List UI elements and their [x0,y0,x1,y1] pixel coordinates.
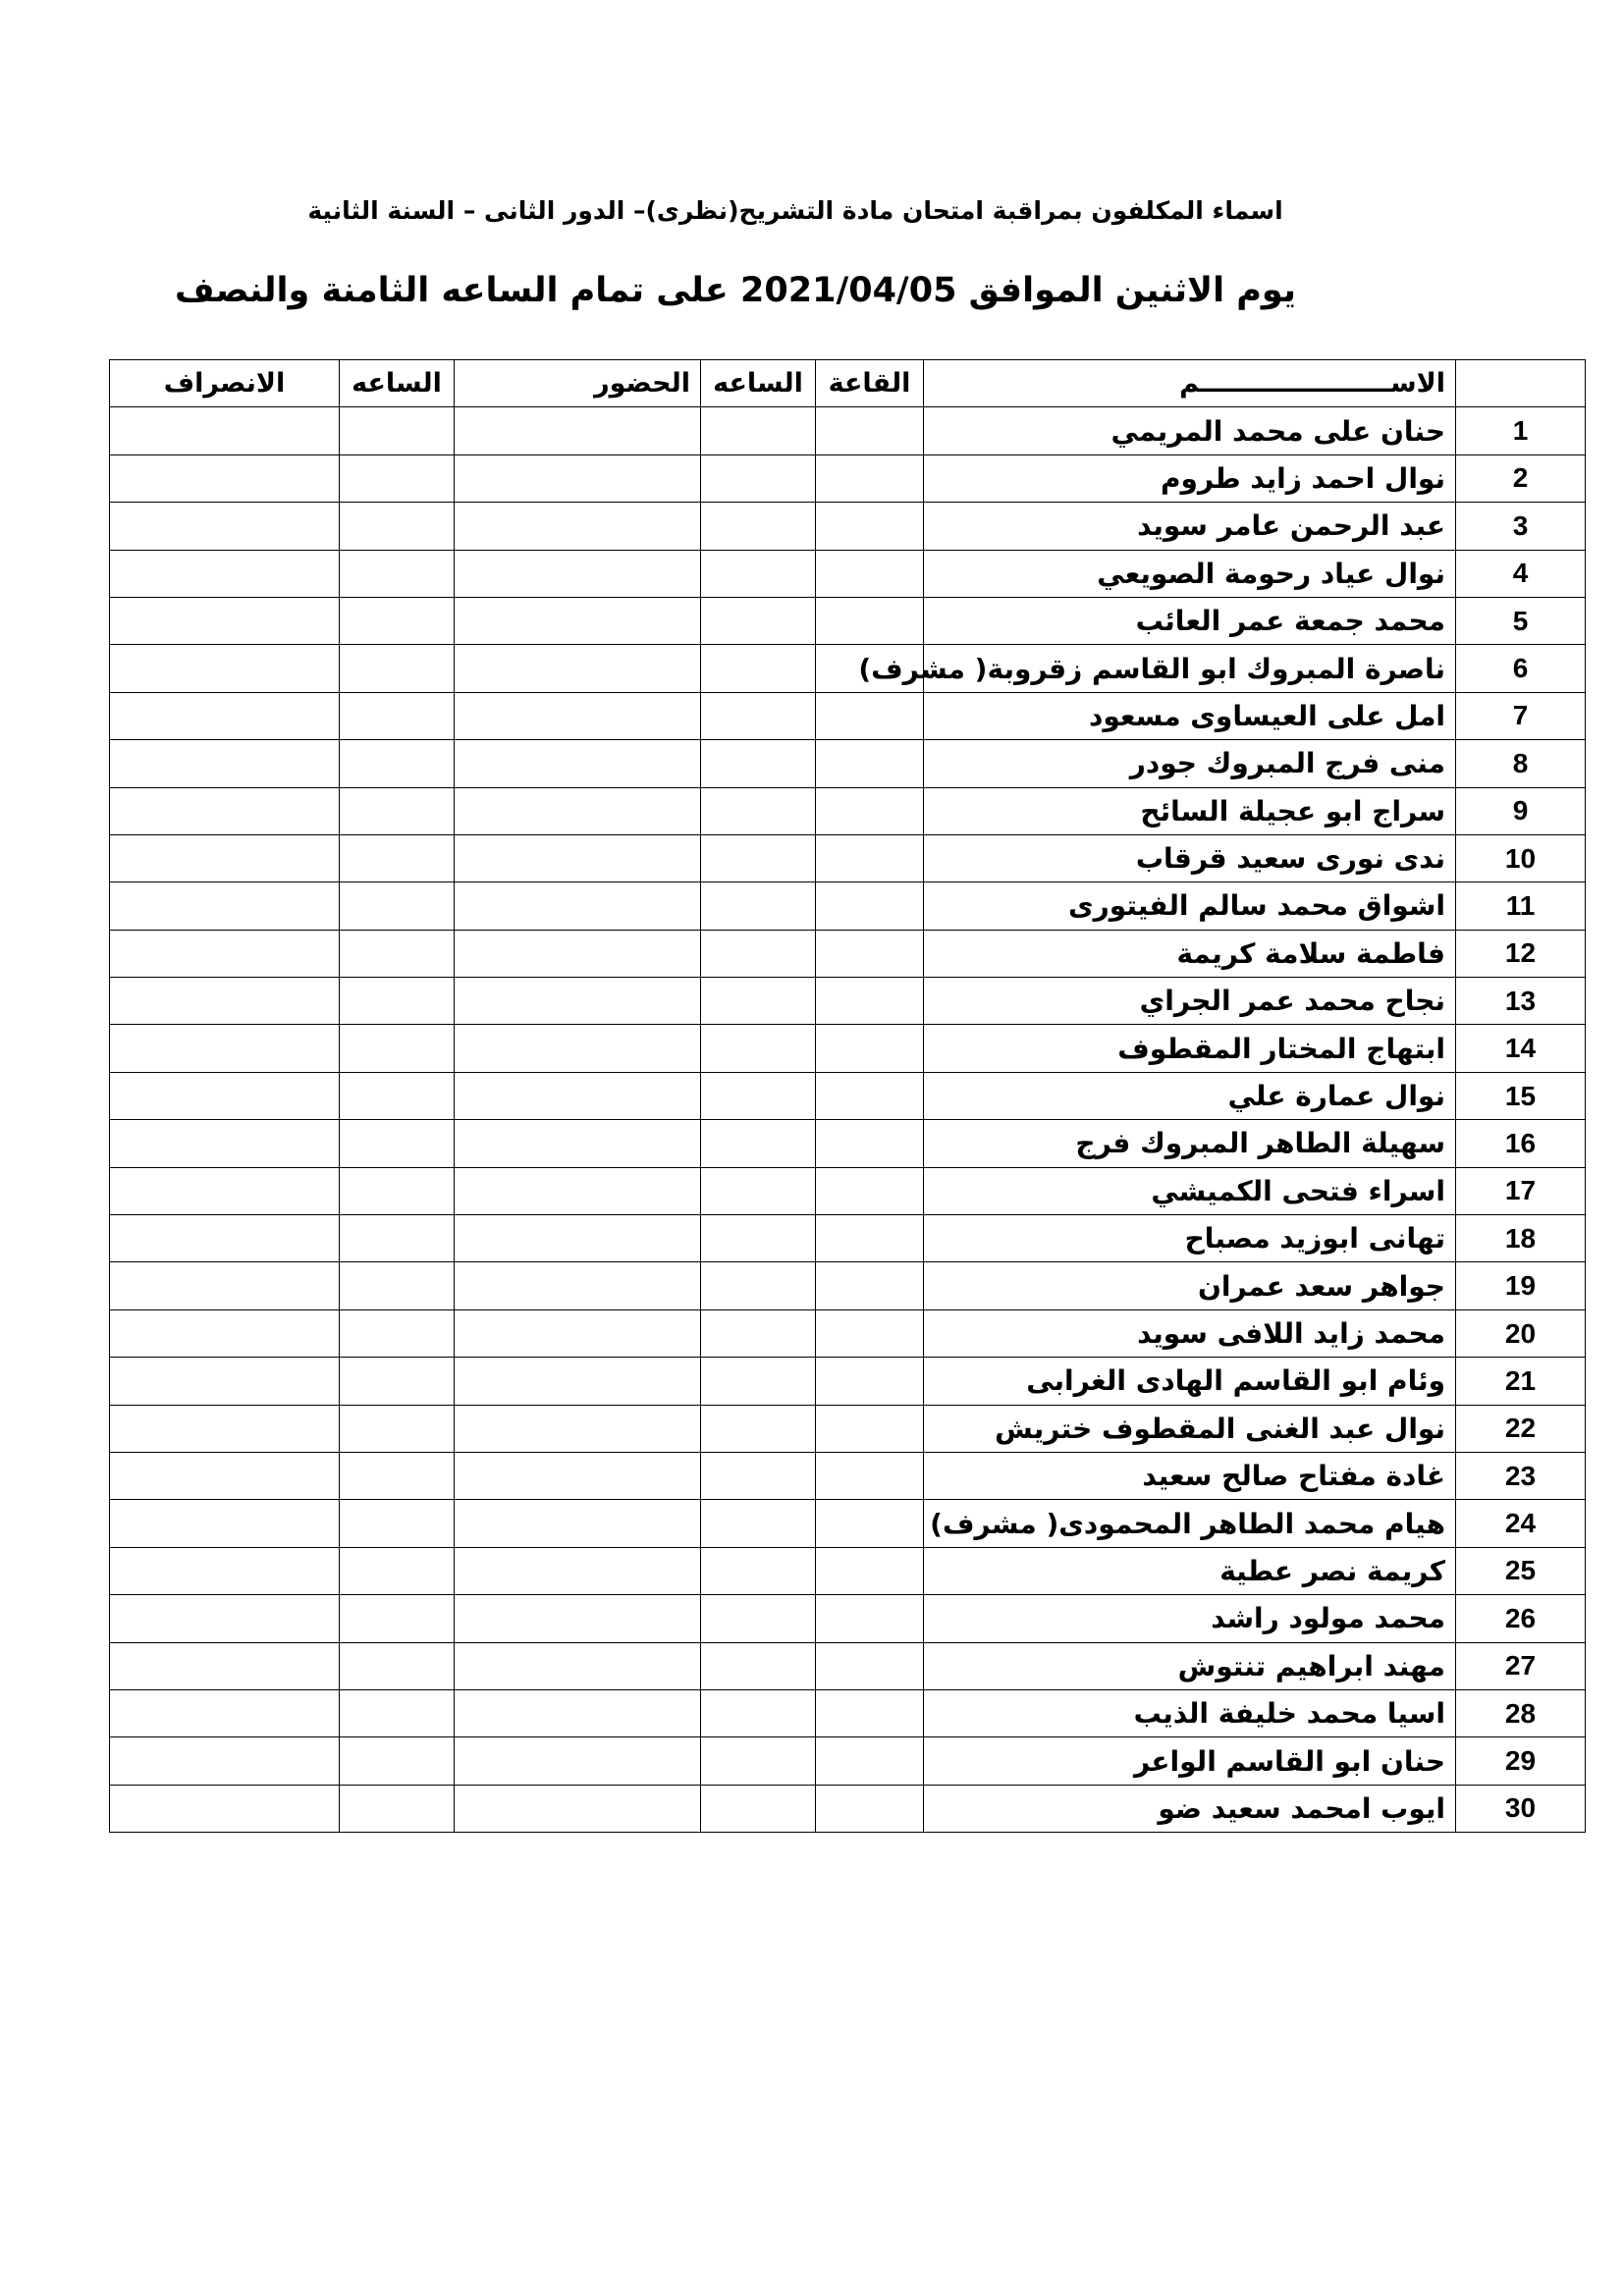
time-attend-cell [701,1642,816,1689]
time-exit-cell [340,597,455,644]
time-attend-cell [701,1689,816,1736]
hall-cell [816,1358,924,1405]
attendance-cell [455,1595,701,1642]
time-exit-cell [340,1452,455,1499]
name-cell: منى فرج المبروك جودر [924,740,1456,787]
hall-cell [816,550,924,597]
row-number: 27 [1456,1642,1586,1689]
row-number: 21 [1456,1358,1586,1405]
name-cell: عبد الرحمن عامر سويد [924,503,1456,550]
hall-cell [816,1025,924,1072]
name-cell: نوال عياد رحومة الصويعي [924,550,1456,597]
name-cell: تهانى ابوزيد مصباح [924,1215,1456,1262]
col-header-attendance: الحضور [455,360,701,407]
row-number: 24 [1456,1500,1586,1547]
attendance-cell [455,1547,701,1594]
hall-cell [816,503,924,550]
exit-cell [110,1642,340,1689]
table-row [110,407,1586,454]
name-cell: سهيلة الطاهر المبروك فرج [924,1120,1456,1167]
hall-cell [816,1072,924,1119]
exit-cell [110,550,340,597]
name-cell: نوال عمارة علي [924,1072,1456,1119]
time-exit-cell [340,1405,455,1452]
attendance-cell [455,978,701,1025]
time-exit-cell [340,1120,455,1167]
time-exit-cell [340,930,455,977]
name-cell: ندى نورى سعيد قرقاب [924,834,1456,881]
table-row [110,503,1586,550]
row-number: 1 [1456,407,1586,454]
exit-cell [110,978,340,1025]
exit-cell [110,1358,340,1405]
exit-cell [110,503,340,550]
name-cell: حنان على محمد المريمي [924,407,1456,454]
time-exit-cell [340,978,455,1025]
exit-cell [110,1547,340,1594]
exit-cell [110,787,340,834]
hall-cell [816,834,924,881]
row-number: 9 [1456,787,1586,834]
attendance-cell [455,834,701,881]
hall-cell [816,454,924,502]
attendance-cell [455,1785,701,1832]
time-exit-cell [340,1309,455,1357]
name-cell: محمد جمعة عمر العائب [924,597,1456,644]
name-cell: نوال احمد زايد طروم [924,454,1456,502]
exit-cell [110,1452,340,1499]
name-cell: فاطمة سلامة كريمة [924,930,1456,977]
hall-cell [816,1452,924,1499]
hall-cell [816,1262,924,1309]
time-attend-cell [701,1167,816,1214]
exit-cell [110,1737,340,1785]
time-attend-cell [701,1120,816,1167]
name-cell: نجاح محمد عمر الجراي [924,978,1456,1025]
attendance-cell [455,1309,701,1357]
table-row [110,1167,1586,1214]
time-attend-cell [701,1405,816,1452]
time-attend-cell [701,1500,816,1547]
col-header-time-attend: الساعه [701,360,816,407]
row-number: 18 [1456,1215,1586,1262]
table-row [110,1025,1586,1072]
attendance-cell [455,503,701,550]
time-attend-cell [701,550,816,597]
row-number: 13 [1456,978,1586,1025]
hall-cell [816,1689,924,1736]
name-cell: وئام ابو القاسم الهادى الغرابى [924,1358,1456,1405]
time-attend-cell [701,740,816,787]
row-number: 19 [1456,1262,1586,1309]
hall-cell [816,1737,924,1785]
time-attend-cell [701,1595,816,1642]
attendance-cell [455,1262,701,1309]
exit-cell [110,1785,340,1832]
time-exit-cell [340,503,455,550]
table-row [110,1595,1586,1642]
time-exit-cell [340,1547,455,1594]
table-row [110,1785,1586,1832]
hall-cell [816,978,924,1025]
time-exit-cell [340,1072,455,1119]
time-exit-cell [340,645,455,692]
hall-cell [816,882,924,930]
table-row [110,1120,1586,1167]
table-row [110,1642,1586,1689]
row-number: 29 [1456,1737,1586,1785]
table-row [110,978,1586,1025]
name-cell: نوال عبد الغنى المقطوف ختريش [924,1405,1456,1452]
time-exit-cell [340,1262,455,1309]
exit-cell [110,1215,340,1262]
exit-cell [110,1072,340,1119]
attendance-cell [455,1358,701,1405]
attendance-cell [455,882,701,930]
name-cell: مهند ابراهيم تنتوش [924,1642,1456,1689]
row-number: 2 [1456,454,1586,502]
attendance-cell [455,740,701,787]
time-attend-cell [701,1785,816,1832]
time-attend-cell [701,1309,816,1357]
time-attend-cell [701,407,816,454]
exit-cell [110,1025,340,1072]
exit-cell [110,454,340,502]
document-title: اسماء المكلفون بمراقبة امتحان مادة التشريح(نظرى)– الدور الثانى – السنة الثانية [307,196,1283,225]
time-attend-cell [701,1262,816,1309]
attendance-cell [455,550,701,597]
time-attend-cell [701,1737,816,1785]
time-exit-cell [340,407,455,454]
row-number: 14 [1456,1025,1586,1072]
row-number: 23 [1456,1452,1586,1499]
time-exit-cell [340,787,455,834]
time-exit-cell [340,1358,455,1405]
row-number: 28 [1456,1689,1586,1736]
table-row [110,550,1586,597]
attendance-cell [455,787,701,834]
attendance-cell [455,407,701,454]
time-attend-cell [701,645,816,692]
exit-cell [110,740,340,787]
name-cell: امل على العيساوى مسعود [924,692,1456,739]
exam-date-line: يوم الاثنين الموافق 2021/04/05 على تمام الساعه الثامنة والنصف [174,271,1296,310]
exit-cell [110,1167,340,1214]
time-attend-cell [701,787,816,834]
row-number: 8 [1456,740,1586,787]
col-header-hall: القاعة [816,360,924,407]
exit-cell [110,1262,340,1309]
hall-cell [816,930,924,977]
table-row [110,1689,1586,1736]
row-number: 11 [1456,882,1586,930]
row-number: 20 [1456,1309,1586,1357]
row-number: 4 [1456,550,1586,597]
attendance-cell [455,1072,701,1119]
time-exit-cell [340,1500,455,1547]
attendance-cell [455,1500,701,1547]
table-row [110,1358,1586,1405]
table-row [110,1452,1586,1499]
time-exit-cell [340,1785,455,1832]
name-cell: ابتهاج المختار المقطوف [924,1025,1456,1072]
table-row [110,454,1586,502]
table-row [110,1500,1586,1547]
time-attend-cell [701,1358,816,1405]
name-cell: ايوب امحمد سعيد ضو [924,1785,1456,1832]
name-cell: اسراء فتحى الكميشي [924,1167,1456,1214]
row-number: 16 [1456,1120,1586,1167]
time-attend-cell [701,454,816,502]
name-cell: ناصرة المبروك ابو القاسم زقروبة( مشرف) [924,645,1456,692]
row-number: 30 [1456,1785,1586,1832]
hall-cell [816,407,924,454]
time-exit-cell [340,1595,455,1642]
table-row [110,882,1586,930]
hall-cell [816,1500,924,1547]
time-exit-cell [340,740,455,787]
attendance-cell [455,1167,701,1214]
table-row [110,1215,1586,1262]
time-exit-cell [340,692,455,739]
time-attend-cell [701,503,816,550]
attendance-cell [455,1405,701,1452]
attendance-cell [455,1025,701,1072]
row-number: 6 [1456,645,1586,692]
exit-cell [110,834,340,881]
name-cell: حنان ابو القاسم الواعر [924,1737,1456,1785]
time-exit-cell [340,1689,455,1736]
time-attend-cell [701,1025,816,1072]
hall-cell [816,692,924,739]
row-number: 5 [1456,597,1586,644]
row-number: 3 [1456,503,1586,550]
hall-cell [816,740,924,787]
time-attend-cell [701,930,816,977]
time-exit-cell [340,1025,455,1072]
table-row [110,692,1586,739]
table-row [110,1737,1586,1785]
attendance-cell [455,645,701,692]
exit-cell [110,1405,340,1452]
time-attend-cell [701,882,816,930]
exit-cell [110,1309,340,1357]
row-number: 22 [1456,1405,1586,1452]
exit-cell [110,692,340,739]
attendance-cell [455,692,701,739]
row-number: 15 [1456,1072,1586,1119]
name-cell: غادة مفتاح صالح سعيد [924,1452,1456,1499]
time-attend-cell [701,1072,816,1119]
table-row [110,740,1586,787]
table-row [110,1309,1586,1357]
time-exit-cell [340,1737,455,1785]
row-number: 12 [1456,930,1586,977]
time-attend-cell [701,1452,816,1499]
exit-cell [110,407,340,454]
hall-cell [816,1309,924,1357]
time-attend-cell [701,978,816,1025]
time-attend-cell [701,692,816,739]
row-number: 7 [1456,692,1586,739]
table-row [110,1405,1586,1452]
col-header-time-exit: الساعه [340,360,455,407]
hall-cell [816,1405,924,1452]
hall-cell [816,1595,924,1642]
table-body [110,407,1586,1833]
exit-cell [110,1595,340,1642]
time-exit-cell [340,550,455,597]
hall-cell [816,1547,924,1594]
attendance-cell [455,1689,701,1736]
time-exit-cell [340,882,455,930]
table-row [110,834,1586,881]
time-exit-cell [340,454,455,502]
exit-cell [110,1500,340,1547]
exit-cell [110,930,340,977]
table-row [110,930,1586,977]
table-row [110,1262,1586,1309]
hall-cell [816,1642,924,1689]
attendance-cell [455,1120,701,1167]
time-exit-cell [340,1215,455,1262]
name-cell: كريمة نصر عطية [924,1547,1456,1594]
attendance-cell [455,1737,701,1785]
hall-cell [816,597,924,644]
name-cell: محمد مولود راشد [924,1595,1456,1642]
table-row [110,1072,1586,1119]
table-row [110,787,1586,834]
name-cell: اشواق محمد سالم الفيتورى [924,882,1456,930]
time-attend-cell [701,834,816,881]
attendance-cell [455,1215,701,1262]
hall-cell [816,787,924,834]
time-exit-cell [340,834,455,881]
row-number: 17 [1456,1167,1586,1214]
exit-cell [110,1120,340,1167]
name-cell: سراج ابو عجيلة السائح [924,787,1456,834]
table-header-row [110,360,1586,407]
name-cell: هيام محمد الطاهر المحمودى( مشرف) [924,1500,1456,1547]
table-row [110,597,1586,644]
name-cell: جواهر سعد عمران [924,1262,1456,1309]
attendance-cell [455,597,701,644]
row-number: 25 [1456,1547,1586,1594]
attendance-cell [455,1452,701,1499]
row-number: 26 [1456,1595,1586,1642]
time-exit-cell [340,1167,455,1214]
time-exit-cell [340,1642,455,1689]
attendance-cell [455,1642,701,1689]
time-attend-cell [701,1215,816,1262]
row-number: 10 [1456,834,1586,881]
attendance-cell [455,930,701,977]
hall-cell [816,1215,924,1262]
table-row [110,1547,1586,1594]
attendance-cell [455,454,701,502]
hall-cell [816,1120,924,1167]
col-header-number [1456,360,1586,407]
exit-cell [110,597,340,644]
col-header-exit: الانصراف [110,360,340,407]
table-row [110,645,1586,692]
time-attend-cell [701,597,816,644]
hall-cell [816,1785,924,1832]
exit-cell [110,882,340,930]
name-cell: اسيا محمد خليفة الذيب [924,1689,1456,1736]
exit-cell [110,1689,340,1736]
hall-cell [816,1167,924,1214]
col-header-name: الاســـــــــــــــــــــم [924,360,1456,407]
name-cell: محمد زايد اللافى سويد [924,1309,1456,1357]
proctor-table [109,359,1586,1833]
time-attend-cell [701,1547,816,1594]
exit-cell [110,645,340,692]
